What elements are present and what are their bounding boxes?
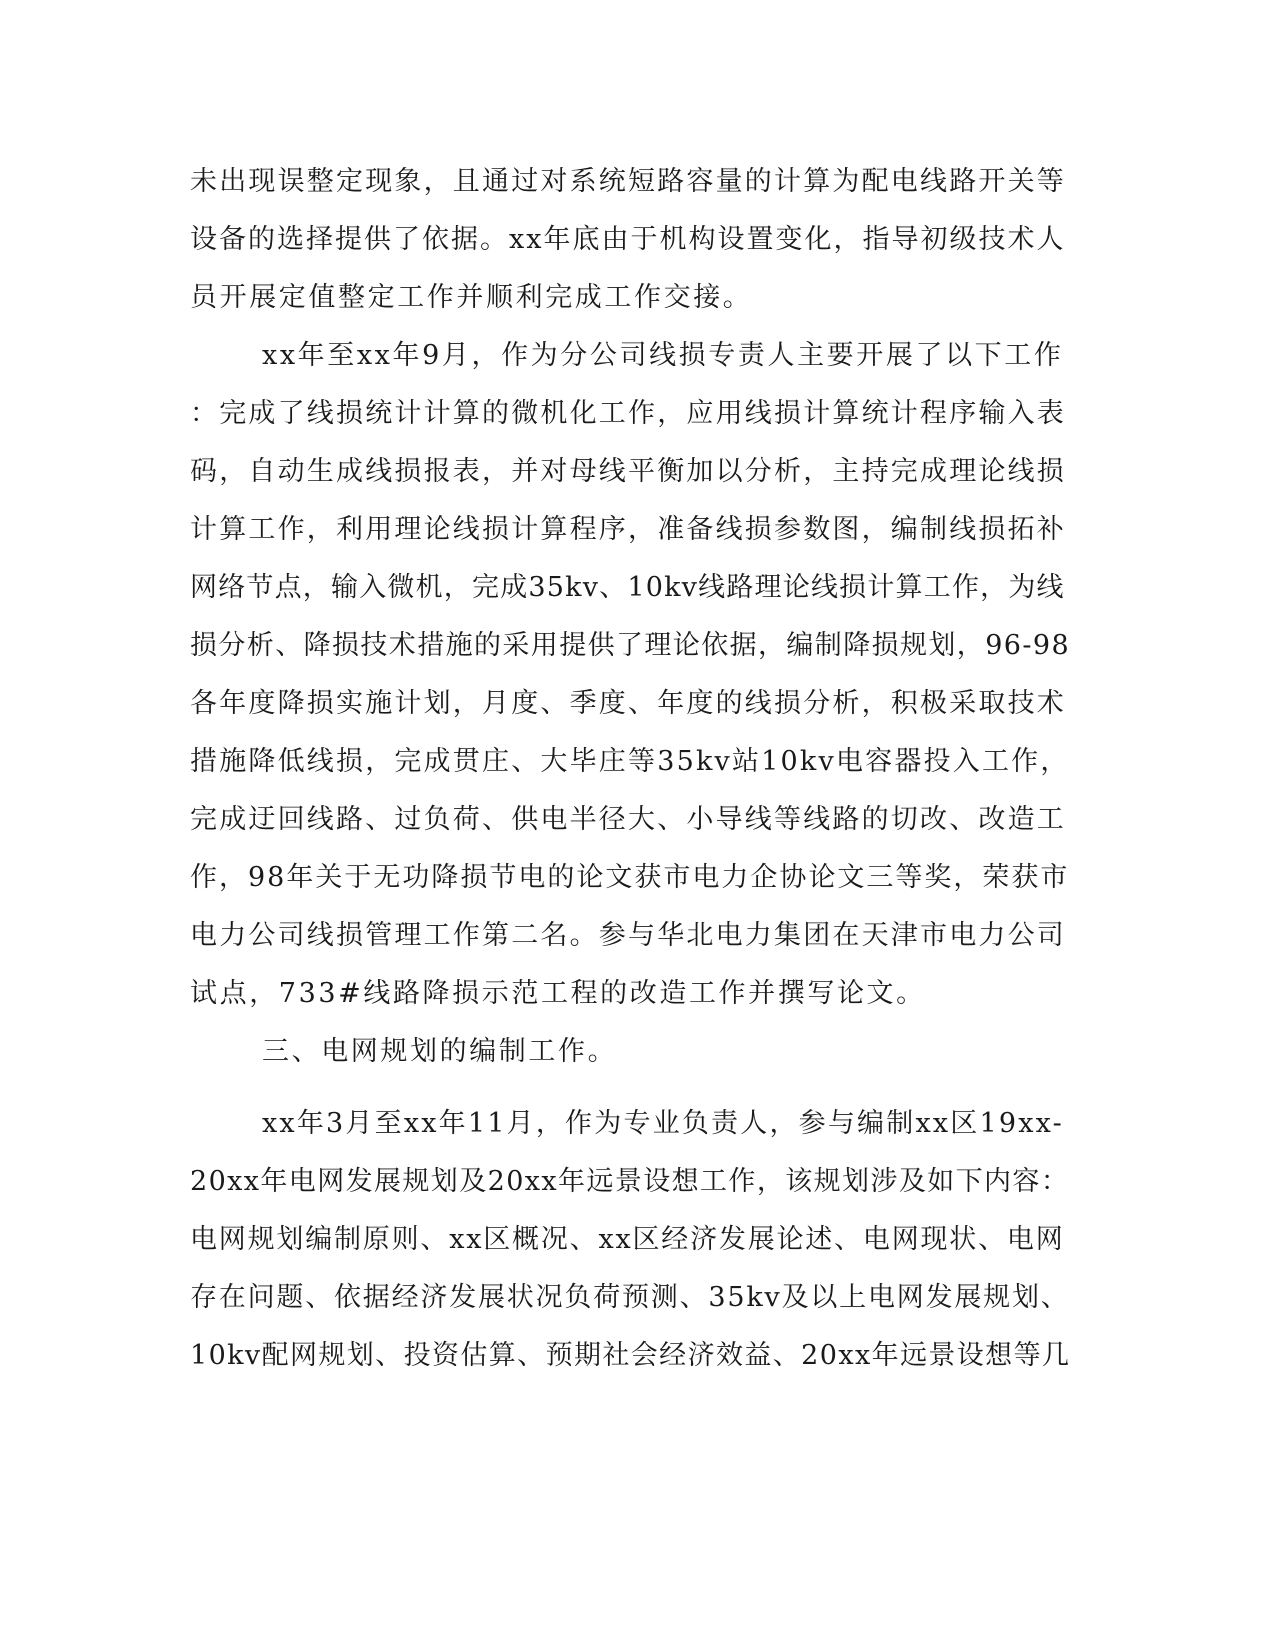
text-line-1: 未出现误整定现象，且通过对系统短路容量的计算为配电线路开关等 [190,166,1066,197]
text-line-19: 电网规划编制原则、xx区概况、xx区经济发展论述、电网现状、电网 [190,1224,1065,1255]
text-line-15: 试点，733#线路降损示范工程的改造工作并撰写论文。 [190,978,926,1009]
text-line-8: 网络节点，输入微机，完成35kv、10kv线路理论线损计算工作，为线 [190,572,1065,603]
text-line-20: 存在问题、依据经济发展状况负荷预测、35kv及以上电网发展规划、 [190,1282,1070,1313]
text-line-13: 作，98年关于无功降损节电的论文获市电力企协论文三等奖，荣获市 [190,862,1070,893]
text-line-4: xx年至xx年9月，作为分公司线损专责人主要开展了以下工作 [262,340,1064,371]
text-line-14: 电力公司线损管理工作第二名。参与华北电力集团在天津市电力公司 [190,920,1066,951]
text-line-5: ：完成了线损统计计算的微机化工作，应用线损计算统计程序输入表 [190,398,1066,429]
text-line-10: 各年度降损实施计划，月度、季度、年度的线损分析，积极采取技术 [190,688,1066,719]
text-line-2: 设备的选择提供了依据。xx年底由于机构设置变化，指导初级技术人 [190,224,1066,255]
section-heading: 三、电网规划的编制工作。 [262,1036,618,1067]
text-line-18: 20xx年电网发展规划及20xx年远景设想工作，该规划涉及如下内容： [190,1166,1070,1197]
text-line-3: 员开展定值整定工作并顺利完成工作交接。 [190,282,753,313]
text-line-17: xx年3月至xx年11月，作为专业负责人，参与编制xx区19xx- [262,1108,1064,1139]
text-line-6: 码，自动生成线损报表，并对母线平衡加以分析，主持完成理论线损 [190,456,1066,487]
text-line-12: 完成迂回线路、过负荷、供电半径大、小导线等线路的切改、改造工 [190,804,1066,835]
text-line-7: 计算工作，利用理论线损计算程序，准备线损参数图，编制线损拓补 [190,514,1066,545]
text-line-9: 损分析、降损技术措施的采用提供了理论依据，编制降损规划，96-98 [190,630,1071,661]
text-line-21: 10kv配网规划、投资估算、预期社会经济效益、20xx年远景设想等几 [190,1340,1071,1371]
text-line-11: 措施降低线损，完成贯庄、大毕庄等35kv站10kv电容器投入工作， [190,746,1070,777]
